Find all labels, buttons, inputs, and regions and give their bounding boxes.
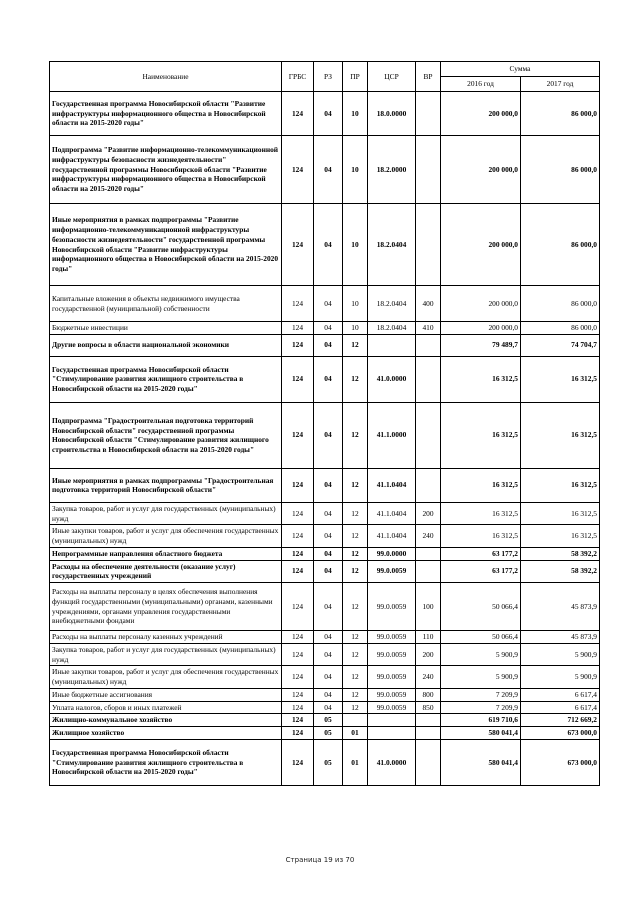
row-sum-2016: 580 041,4: [441, 740, 521, 786]
row-pr: 12: [343, 631, 368, 644]
row-name: Капитальные вложения в объекты недвижимого имущества государственной (муниципальной) собственности: [50, 286, 282, 322]
row-sum-2017: 16 312,5: [521, 356, 600, 402]
row-csr: 41.1.0000: [368, 402, 416, 468]
row-rz: 04: [314, 204, 343, 286]
row-sum-2017: 16 312,5: [521, 502, 600, 525]
row-vr: [416, 740, 441, 786]
row-grbs: 124: [282, 727, 314, 740]
table-row: [50, 547, 600, 560]
row-csr: [368, 714, 416, 727]
row-csr: 99.0.0059: [368, 643, 416, 666]
row-grbs: 124: [282, 560, 314, 583]
table-row: [50, 740, 600, 786]
row-grbs: 124: [282, 583, 314, 631]
row-pr: 12: [343, 547, 368, 560]
row-sum-2016: 63 177,2: [441, 560, 521, 583]
row-pr: 12: [343, 583, 368, 631]
row-rz: 05: [314, 727, 343, 740]
row-pr: 10: [343, 92, 368, 136]
row-name: Иные закупки товаров, работ и услуг для обеспечения государственных (муниципальных) нужд: [50, 666, 282, 689]
row-vr: [416, 402, 441, 468]
row-vr: [416, 136, 441, 204]
row-csr: 41.0.0000: [368, 740, 416, 786]
row-name: Жилищное хозяйство: [50, 727, 282, 740]
row-grbs: 124: [282, 701, 314, 714]
row-grbs: 124: [282, 92, 314, 136]
row-grbs: 124: [282, 356, 314, 402]
row-sum-2016: 200 000,0: [441, 204, 521, 286]
row-vr: 110: [416, 631, 441, 644]
row-pr: 12: [343, 560, 368, 583]
row-vr: 410: [416, 322, 441, 335]
row-rz: 04: [314, 547, 343, 560]
row-grbs: 124: [282, 402, 314, 468]
row-pr: 01: [343, 727, 368, 740]
row-csr: 41.1.0404: [368, 468, 416, 502]
row-csr: 99.0.0000: [368, 547, 416, 560]
row-grbs: 124: [282, 740, 314, 786]
row-rz: 04: [314, 666, 343, 689]
row-pr: [343, 714, 368, 727]
row-grbs: 124: [282, 631, 314, 644]
row-vr: [416, 334, 441, 356]
row-name: Государственная программа Новосибирской области "Стимулирование развития жилищного строительства в Новосибирской области на 2015-2020 годы": [50, 356, 282, 402]
row-sum-2016: 16 312,5: [441, 402, 521, 468]
table-row: [50, 92, 600, 136]
row-sum-2016: 200 000,0: [441, 322, 521, 335]
row-csr: 99.0.0059: [368, 688, 416, 701]
row-grbs: 124: [282, 714, 314, 727]
row-name: Бюджетные инвестиции: [50, 322, 282, 335]
row-sum-2017: 16 312,5: [521, 468, 600, 502]
row-sum-2016: 16 312,5: [441, 525, 521, 548]
row-name: Расходы на обеспечение деятельности (оказание услуг) государственных учреждений: [50, 560, 282, 583]
row-name: Подпрограмма "Развитие информационно-телекоммуникационной инфраструктуры безопасности жизнедеятельности" государственной программы Новосибирской области "Развитие инфраструктуры информационного общества в Новосибирской области на 2015-2020 годы": [50, 136, 282, 204]
table-row: [50, 560, 600, 583]
table-row: [50, 583, 600, 631]
table-row: [50, 502, 600, 525]
table-row: [50, 714, 600, 727]
row-vr: 400: [416, 286, 441, 322]
header-rz: РЗ: [314, 62, 343, 92]
row-sum-2017: 673 000,0: [521, 740, 600, 786]
row-sum-2017: 86 000,0: [521, 322, 600, 335]
row-csr: 18.2.0404: [368, 286, 416, 322]
row-sum-2017: 45 873,9: [521, 583, 600, 631]
row-grbs: 124: [282, 136, 314, 204]
row-sum-2017: 6 617,4: [521, 701, 600, 714]
row-name: Другие вопросы в области национальной экономики: [50, 334, 282, 356]
row-rz: 04: [314, 525, 343, 548]
row-sum-2016: 16 312,5: [441, 356, 521, 402]
row-pr: 10: [343, 204, 368, 286]
budget-table: [49, 61, 600, 786]
row-grbs: 124: [282, 666, 314, 689]
row-csr: [368, 334, 416, 356]
row-sum-2017: 5 900,9: [521, 666, 600, 689]
row-sum-2016: 200 000,0: [441, 136, 521, 204]
table-row: [50, 322, 600, 335]
row-name: Расходы на выплаты персоналу в целях обеспечения выполнения функций государственными (муниципальными) органами, казенными учреждениями, органами управления государственными внебюджетными фондами: [50, 583, 282, 631]
row-vr: [416, 727, 441, 740]
header-grbs: ГРБС: [282, 62, 314, 92]
row-grbs: 124: [282, 643, 314, 666]
row-name: Иные закупки товаров, работ и услуг для обеспечения государственных (муниципальных) нужд: [50, 525, 282, 548]
row-sum-2017: 86 000,0: [521, 286, 600, 322]
row-vr: [416, 560, 441, 583]
row-vr: [416, 714, 441, 727]
row-pr: 12: [343, 334, 368, 356]
row-sum-2016: 619 710,6: [441, 714, 521, 727]
row-name: Расходы на выплаты персоналу казенных учреждений: [50, 631, 282, 644]
row-pr: 12: [343, 502, 368, 525]
row-vr: [416, 468, 441, 502]
row-pr: 12: [343, 666, 368, 689]
row-sum-2016: 580 041,4: [441, 727, 521, 740]
row-pr: 12: [343, 701, 368, 714]
header-name: Наименование: [50, 62, 282, 92]
row-sum-2017: 74 704,7: [521, 334, 600, 356]
row-sum-2017: 6 617,4: [521, 688, 600, 701]
table-row: [50, 334, 600, 356]
table-row: [50, 136, 600, 204]
row-name: Уплата налогов, сборов и иных платежей: [50, 701, 282, 714]
row-sum-2016: 5 900,9: [441, 666, 521, 689]
header-pr: ПР: [343, 62, 368, 92]
row-sum-2017: 58 392,2: [521, 560, 600, 583]
row-pr: 12: [343, 468, 368, 502]
row-pr: 01: [343, 740, 368, 786]
row-sum-2017: 86 000,0: [521, 92, 600, 136]
table-row: [50, 525, 600, 548]
row-name: Закупка товаров, работ и услуг для государственных (муниципальных) нужд: [50, 502, 282, 525]
row-sum-2016: 50 066,4: [441, 583, 521, 631]
row-vr: [416, 92, 441, 136]
row-rz: 04: [314, 136, 343, 204]
row-grbs: 124: [282, 525, 314, 548]
row-sum-2017: 45 873,9: [521, 631, 600, 644]
row-sum-2017: 58 392,2: [521, 547, 600, 560]
row-grbs: 124: [282, 322, 314, 335]
page-number: Страница 19 из 70: [285, 856, 355, 864]
row-name: Государственная программа Новосибирской области "Стимулирование развития жилищного строительства в Новосибирской области на 2015-2020 годы": [50, 740, 282, 786]
table-row: [50, 666, 600, 689]
row-name: Закупка товаров, работ и услуг для государственных (муниципальных) нужд: [50, 643, 282, 666]
row-rz: 04: [314, 356, 343, 402]
row-rz: 05: [314, 740, 343, 786]
row-grbs: 124: [282, 688, 314, 701]
row-sum-2016: 63 177,2: [441, 547, 521, 560]
row-pr: 12: [343, 688, 368, 701]
row-sum-2017: 673 000,0: [521, 727, 600, 740]
row-sum-2016: 5 900,9: [441, 643, 521, 666]
header-vr: ВР: [416, 62, 441, 92]
table-row: [50, 286, 600, 322]
row-sum-2017: 86 000,0: [521, 204, 600, 286]
row-csr: 99.0.0059: [368, 666, 416, 689]
row-sum-2016: 200 000,0: [441, 286, 521, 322]
table-row: [50, 356, 600, 402]
row-csr: 99.0.0059: [368, 560, 416, 583]
row-sum-2016: 7 209,9: [441, 701, 521, 714]
row-sum-2016: 79 489,7: [441, 334, 521, 356]
row-rz: 04: [314, 92, 343, 136]
header-year-2017: 2017 год: [521, 77, 600, 92]
table-row: [50, 204, 600, 286]
row-pr: 12: [343, 643, 368, 666]
row-rz: 04: [314, 334, 343, 356]
row-rz: 04: [314, 502, 343, 525]
row-csr: 41.1.0404: [368, 502, 416, 525]
row-rz: 04: [314, 583, 343, 631]
row-pr: 12: [343, 356, 368, 402]
row-csr: 18.2.0000: [368, 136, 416, 204]
row-vr: 100: [416, 583, 441, 631]
row-pr: 10: [343, 286, 368, 322]
row-rz: 04: [314, 688, 343, 701]
row-csr: 99.0.0059: [368, 583, 416, 631]
row-rz: 04: [314, 468, 343, 502]
row-pr: 12: [343, 402, 368, 468]
row-pr: 12: [343, 525, 368, 548]
row-rz: 04: [314, 560, 343, 583]
row-grbs: 124: [282, 502, 314, 525]
row-name: Жилищно-коммунальное хозяйство: [50, 714, 282, 727]
row-rz: 04: [314, 322, 343, 335]
table-body: [50, 92, 600, 786]
row-csr: 99.0.0059: [368, 631, 416, 644]
table-row: [50, 688, 600, 701]
row-sum-2017: 86 000,0: [521, 136, 600, 204]
row-vr: 240: [416, 666, 441, 689]
row-grbs: 124: [282, 547, 314, 560]
row-csr: 99.0.0059: [368, 701, 416, 714]
row-grbs: 124: [282, 286, 314, 322]
row-vr: 200: [416, 502, 441, 525]
row-name: Иные бюджетные ассигнования: [50, 688, 282, 701]
row-vr: 850: [416, 701, 441, 714]
table-row: [50, 631, 600, 644]
row-rz: 04: [314, 631, 343, 644]
table-row: [50, 402, 600, 468]
row-sum-2017: 16 312,5: [521, 402, 600, 468]
row-vr: 240: [416, 525, 441, 548]
table-row: [50, 468, 600, 502]
row-csr: 18.0.0000: [368, 92, 416, 136]
row-csr: 41.1.0404: [368, 525, 416, 548]
row-csr: 18.2.0404: [368, 204, 416, 286]
row-vr: [416, 356, 441, 402]
row-grbs: 124: [282, 334, 314, 356]
row-rz: 04: [314, 402, 343, 468]
row-csr: [368, 727, 416, 740]
row-sum-2016: 200 000,0: [441, 92, 521, 136]
header-csr: ЦСР: [368, 62, 416, 92]
row-rz: 04: [314, 701, 343, 714]
row-name: Непрограммные направления областного бюджета: [50, 547, 282, 560]
row-sum-2016: 50 066,4: [441, 631, 521, 644]
table-row: [50, 727, 600, 740]
header-year-2016: 2016 год: [441, 77, 521, 92]
row-vr: 200: [416, 643, 441, 666]
row-name: Иные мероприятия в рамках подпрограммы "Развитие информационно-телекоммуникационной инфраструктуры безопасности жизнедеятельности" государственной программы Новосибирской области "Развитие инфраструктуры информационного общества в Новосибирской области на 2015-2020 годы": [50, 204, 282, 286]
row-pr: 10: [343, 322, 368, 335]
row-name: Иные мероприятия в рамках подпрограммы "Градостроительная подготовка территорий Новосибирской области": [50, 468, 282, 502]
row-csr: 18.2.0404: [368, 322, 416, 335]
row-sum-2017: 712 669,2: [521, 714, 600, 727]
row-name: Государственная программа Новосибирской области "Развитие инфраструктуры информационного общества в Новосибирской области на 2015-2020 годы": [50, 92, 282, 136]
row-sum-2017: 5 900,9: [521, 643, 600, 666]
row-sum-2017: 16 312,5: [521, 525, 600, 548]
row-vr: [416, 204, 441, 286]
row-grbs: 124: [282, 468, 314, 502]
row-vr: 800: [416, 688, 441, 701]
row-pr: 10: [343, 136, 368, 204]
table-row: [50, 643, 600, 666]
row-csr: 41.0.0000: [368, 356, 416, 402]
row-sum-2016: 7 209,9: [441, 688, 521, 701]
row-grbs: 124: [282, 204, 314, 286]
row-rz: 05: [314, 714, 343, 727]
header-sum: Сумма: [441, 62, 600, 77]
row-sum-2016: 16 312,5: [441, 468, 521, 502]
row-rz: 04: [314, 286, 343, 322]
row-name: Подпрограмма "Градостроительная подготовка территорий Новосибирской области" государственной программы Новосибирской области "Стимулирование развития жилищного строительства в Новосибирской области на 2015-2020 годы": [50, 402, 282, 468]
row-sum-2016: 16 312,5: [441, 502, 521, 525]
table-row: [50, 701, 600, 714]
row-vr: [416, 547, 441, 560]
row-rz: 04: [314, 643, 343, 666]
